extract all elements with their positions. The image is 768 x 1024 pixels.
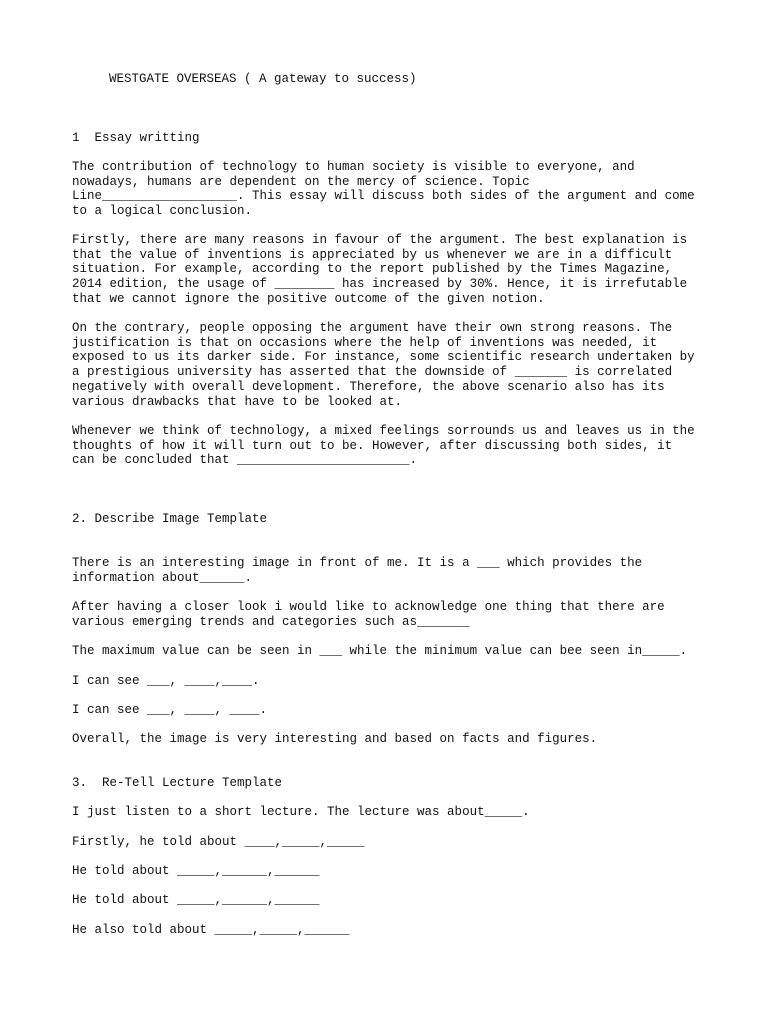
document-title: WESTGATE OVERSEAS ( A gateway to success) [109, 72, 417, 86]
essay-body-paragraph-2: On the contrary, people opposing the argument have their own strong reasons. The justification is that on occasions where the help of inventions was needed, it exposed to us its darker side. For instance, some scientific research undertaken by a prestigious university has asserted that the downside of _______ is correlated negatively with overall development. Therefore, the above scenario also has its various drawbacks that have to be looked at. [72, 321, 695, 409]
essay-intro-paragraph: The contribution of technology to human society is visible to everyone, and nowadays, humans are dependent on the mercy of science. Topic Line__________________. This essay will discuss both sides of the argument and come to a logical conclusion. [72, 160, 695, 219]
section-3-heading: 3. Re-Tell Lecture Template [72, 776, 283, 790]
describe-image-paragraph-2: After having a closer look i would like to acknowledge one thing that there are various emerging trends and categories such as_______ [72, 600, 665, 629]
describe-image-paragraph-5: I can see ___, ____, ____. [72, 703, 268, 717]
essay-body-paragraph-1: Firstly, there are many reasons in favour of the argument. The best explanation is that the value of inventions is appreciated by us whenever we are in a difficult situation. For example, according to the report published by the Times Magazine, 2014 edition, the usage of ________ has increased by 30%. Hence, it is irrefutable that we cannot ignore the positive outcome of the given notion. [72, 233, 688, 306]
describe-image-paragraph-3: The maximum value can be seen in ___ while the minimum value can bee seen in_____. [72, 644, 688, 658]
describe-image-paragraph-4: I can see ___, ____,____. [72, 674, 260, 688]
retell-lecture-paragraph-5: He also told about _____,_____,______ [72, 923, 350, 937]
section-1-heading: 1 Essay writting [72, 131, 200, 145]
section-2-heading: 2. Describe Image Template [72, 512, 268, 526]
retell-lecture-paragraph-2: Firstly, he told about ____,_____,_____ [72, 835, 365, 849]
essay-conclusion-paragraph: Whenever we think of technology, a mixed feelings sorrounds us and leaves us in the thoughts of how it will turn out to be. However, after discussing both sides, it can be concluded that _______________________. [72, 424, 695, 468]
describe-image-paragraph-1: There is an interesting image in front of me. It is a ___ which provides the information about______. [72, 556, 643, 585]
retell-lecture-paragraph-3: He told about _____,______,______ [72, 864, 320, 878]
retell-lecture-paragraph-1: I just listen to a short lecture. The lecture was about_____. [72, 805, 530, 819]
describe-image-paragraph-6: Overall, the image is very interesting and based on facts and figures. [72, 732, 598, 746]
retell-lecture-paragraph-4: He told about _____,______,______ [72, 893, 320, 907]
